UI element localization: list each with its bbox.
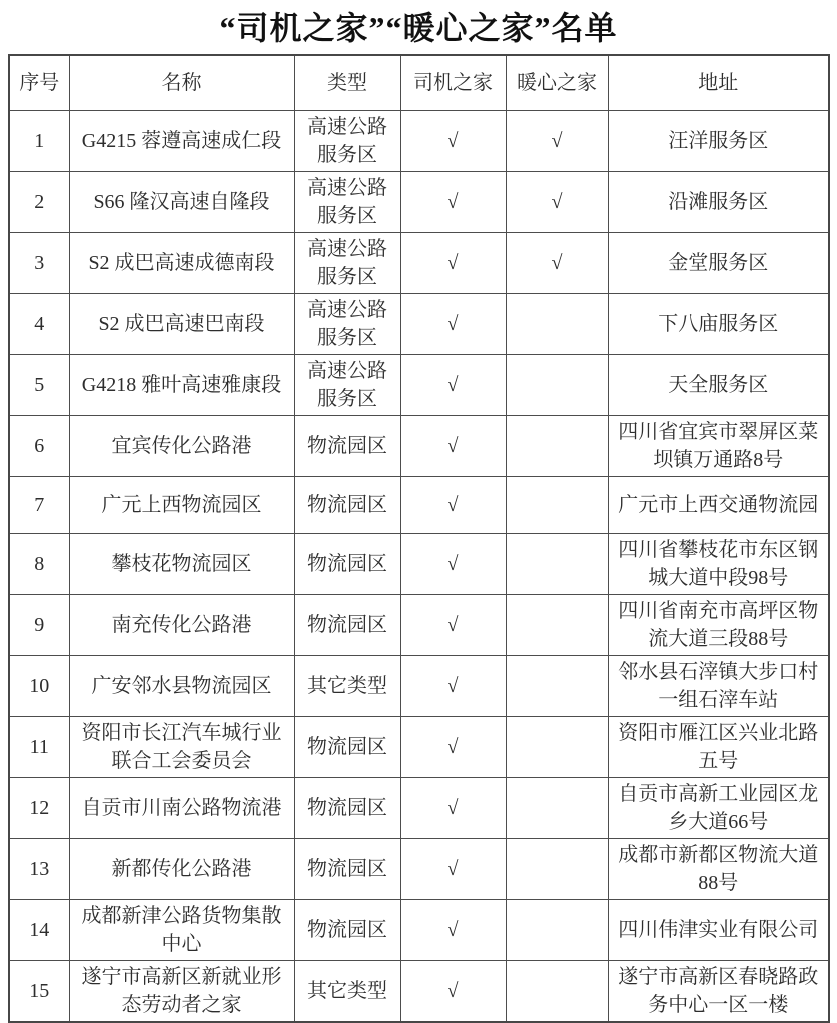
cell-address: 四川省南充市高坪区物流大道三段88号 [608,595,829,656]
cell-driver-home-check: √ [400,961,506,1023]
cell-warm-home-check [506,477,608,534]
cell-type: 其它类型 [294,961,400,1023]
cell-no: 14 [9,900,69,961]
cell-type: 物流园区 [294,534,400,595]
cell-driver-home-check: √ [400,233,506,294]
col-header-name: 名称 [69,55,294,111]
cell-driver-home-check: √ [400,717,506,778]
cell-name: 自贡市川南公路物流港 [69,778,294,839]
table-body [9,111,829,1023]
cell-name: 资阳市长江汽车城行业联合工会委员会 [69,717,294,778]
cell-driver-home-check: √ [400,477,506,534]
cell-no: 12 [9,778,69,839]
cell-address: 邻水县石滓镇大步口村一组石滓车站 [608,656,829,717]
cell-warm-home-check [506,656,608,717]
header-row [9,55,829,111]
cell-driver-home-check: √ [400,595,506,656]
cell-warm-home-check: √ [506,111,608,172]
cell-warm-home-check [506,961,608,1023]
cell-name: 成都新津公路货物集散中心 [69,900,294,961]
cell-name: 新都传化公路港 [69,839,294,900]
cell-address: 自贡市高新工业园区龙乡大道66号 [608,778,829,839]
cell-no: 2 [9,172,69,233]
cell-type: 高速公路服务区 [294,172,400,233]
cell-warm-home-check: √ [506,172,608,233]
cell-driver-home-check: √ [400,355,506,416]
cell-no: 8 [9,534,69,595]
cell-address: 成都市新都区物流大道88号 [608,839,829,900]
col-header-address: 地址 [608,55,829,111]
table-row [9,778,829,839]
table-row [9,416,829,477]
col-header-warm-home: 暖心之家 [506,55,608,111]
table-row [9,717,829,778]
cell-warm-home-check [506,839,608,900]
table-row [9,477,829,534]
cell-driver-home-check: √ [400,111,506,172]
cell-driver-home-check: √ [400,656,506,717]
cell-type: 高速公路服务区 [294,294,400,355]
cell-type: 物流园区 [294,595,400,656]
cell-driver-home-check: √ [400,172,506,233]
table-row [9,111,829,172]
cell-no: 11 [9,717,69,778]
cell-driver-home-check: √ [400,416,506,477]
cell-address: 四川省攀枝花市东区钢城大道中段98号 [608,534,829,595]
cell-no: 13 [9,839,69,900]
cell-no: 15 [9,961,69,1023]
cell-type: 物流园区 [294,839,400,900]
cell-no: 3 [9,233,69,294]
cell-driver-home-check: √ [400,534,506,595]
cell-name: G4215 蓉遵高速成仁段 [69,111,294,172]
table-row [9,900,829,961]
table-row [9,839,829,900]
cell-type: 物流园区 [294,477,400,534]
cell-type: 其它类型 [294,656,400,717]
cell-address: 资阳市雁江区兴业北路五号 [608,717,829,778]
cell-address: 沿滩服务区 [608,172,829,233]
cell-driver-home-check: √ [400,294,506,355]
cell-no: 10 [9,656,69,717]
cell-type: 物流园区 [294,900,400,961]
table-row [9,233,829,294]
table-header [9,55,829,111]
table-row [9,961,829,1023]
page-title: “司机之家”“暖心之家”名单 [219,10,618,46]
cell-no: 7 [9,477,69,534]
cell-address: 金堂服务区 [608,233,829,294]
table-row [9,172,829,233]
col-header-driver-home: 司机之家 [400,55,506,111]
cell-address: 遂宁市高新区春晓路政务中心一区一楼 [608,961,829,1023]
cell-warm-home-check [506,595,608,656]
table-row [9,595,829,656]
cell-no: 4 [9,294,69,355]
cell-warm-home-check: √ [506,233,608,294]
cell-warm-home-check [506,355,608,416]
col-header-type: 类型 [294,55,400,111]
cell-warm-home-check [506,416,608,477]
table-row [9,534,829,595]
cell-name: 广元上西物流园区 [69,477,294,534]
cell-name: 南充传化公路港 [69,595,294,656]
cell-name: S2 成巴高速成德南段 [69,233,294,294]
cell-type: 高速公路服务区 [294,355,400,416]
cell-no: 9 [9,595,69,656]
col-header-no: 序号 [9,55,69,111]
cell-type: 物流园区 [294,717,400,778]
cell-type: 高速公路服务区 [294,233,400,294]
cell-no: 1 [9,111,69,172]
table-row [9,656,829,717]
cell-address: 广元市上西交通物流园 [608,477,829,534]
homes-list-table [8,54,830,1023]
cell-name: S66 隆汉高速自隆段 [69,172,294,233]
cell-driver-home-check: √ [400,900,506,961]
cell-type: 物流园区 [294,778,400,839]
cell-type: 高速公路服务区 [294,111,400,172]
cell-no: 6 [9,416,69,477]
cell-driver-home-check: √ [400,778,506,839]
cell-warm-home-check [506,778,608,839]
cell-name: 宜宾传化公路港 [69,416,294,477]
cell-name: 广安邻水县物流园区 [69,656,294,717]
cell-warm-home-check [506,717,608,778]
cell-address: 四川伟津实业有限公司 [608,900,829,961]
cell-driver-home-check: √ [400,839,506,900]
cell-address: 天全服务区 [608,355,829,416]
cell-name: S2 成巴高速巴南段 [69,294,294,355]
cell-address: 四川省宜宾市翠屏区菜坝镇万通路8号 [608,416,829,477]
cell-warm-home-check [506,534,608,595]
table-row [9,355,829,416]
cell-name: 攀枝花物流园区 [69,534,294,595]
cell-type: 物流园区 [294,416,400,477]
cell-name: G4218 雅叶高速雅康段 [69,355,294,416]
table-row [9,294,829,355]
cell-address: 汪洋服务区 [608,111,829,172]
cell-no: 5 [9,355,69,416]
cell-warm-home-check [506,294,608,355]
cell-warm-home-check [506,900,608,961]
cell-name: 遂宁市高新区新就业形态劳动者之家 [69,961,294,1023]
cell-address: 下八庙服务区 [608,294,829,355]
